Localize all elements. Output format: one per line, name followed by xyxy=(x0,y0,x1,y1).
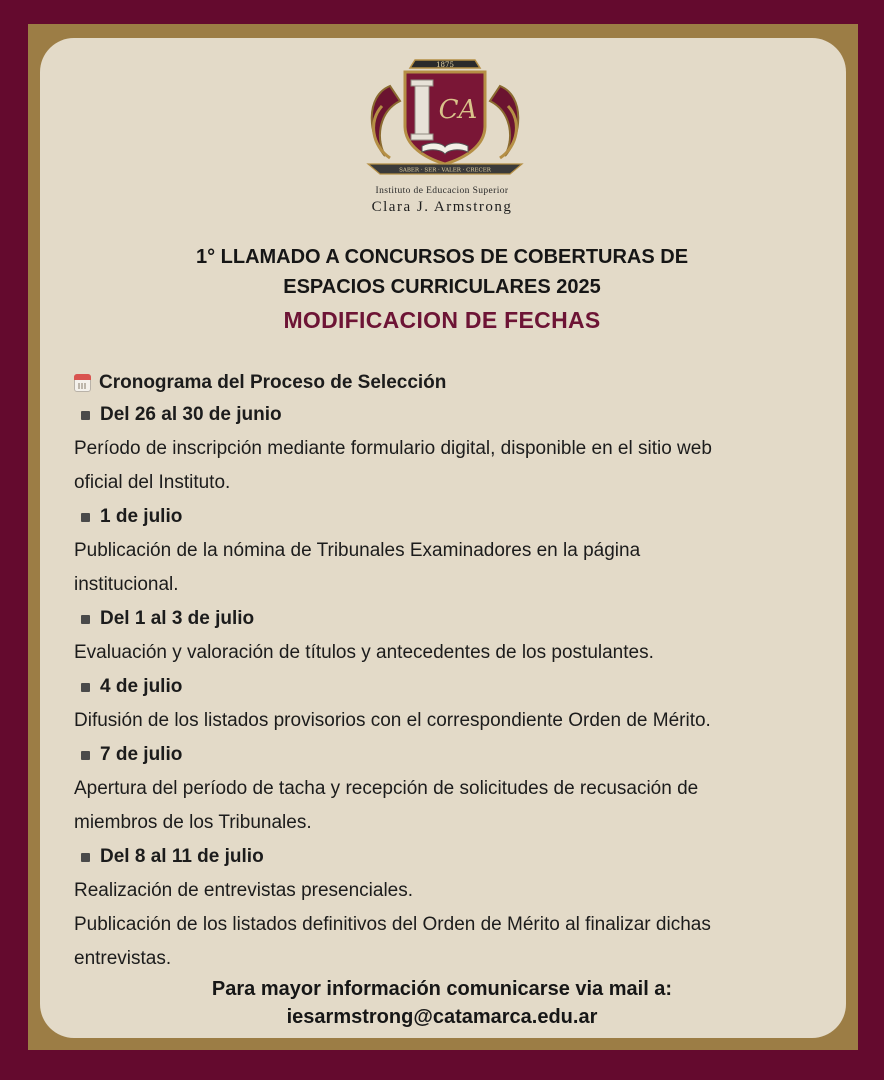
institute-crest-logo xyxy=(360,46,530,186)
schedule-item-date: Del 8 al 11 de julio xyxy=(74,840,814,874)
schedule-section xyxy=(74,368,814,976)
schedule-item-description: Publicación de la nómina de Tribunales Examinadores en la página institucional. xyxy=(74,540,641,595)
institute-name-line1: Instituto de Educacion Superior xyxy=(375,186,509,196)
crest-motto: SABER · SER · VALER · CRECER xyxy=(399,167,491,174)
schedule-item-description: Período de inscripción mediante formulario digital, disponible en el sitio web oficial del Instituto. xyxy=(74,438,712,493)
footer-info-text: Para mayor información comunicarse via mail a: xyxy=(211,978,673,1000)
schedule-item-date: 1 de julio xyxy=(74,500,814,534)
title-line2: ESPACIOS CURRICULARES 2025 xyxy=(283,276,601,298)
subtitle-modificacion: MODIFICACION DE FECHAS xyxy=(283,307,601,333)
schedule-item-description: Apertura del período de tacha y recepción de solicitudes de recusación de miembros de los Tribunales. xyxy=(74,778,699,833)
schedule-item-date: Del 26 al 30 de junio xyxy=(74,398,814,432)
square-bullet-icon xyxy=(81,751,90,760)
square-bullet-icon xyxy=(81,683,90,692)
calendar-icon xyxy=(74,374,91,392)
schedule-heading-row xyxy=(74,368,814,398)
square-bullet-icon xyxy=(81,513,90,522)
contact-email[interactable]: iesarmstrong@catamarca.edu.ar xyxy=(286,1006,598,1028)
crest-initials: CA xyxy=(438,95,478,125)
square-bullet-icon xyxy=(81,615,90,624)
schedule-item-date: 4 de julio xyxy=(74,670,814,704)
square-bullet-icon xyxy=(81,853,90,862)
crest-year: 1875 xyxy=(436,61,454,69)
schedule-heading: Cronograma del Proceso de Selección xyxy=(99,372,447,393)
institute-name-line2: Clara J. Armstrong xyxy=(371,199,513,215)
title-line1: 1° LLAMADO A CONCURSOS DE COBERTURAS DE xyxy=(195,246,689,268)
schedule-item-description: Evaluación y valoración de títulos y antecedentes de los postulantes. xyxy=(74,642,654,663)
schedule-item-description: Difusión de los listados provisorios con el correspondiente Orden de Mérito. xyxy=(74,710,711,731)
schedule-item-description: Realización de entrevistas presenciales. Publicación de los listados definitivos del Orden de Mérito al finalizar dichas entrevistas. xyxy=(74,880,711,969)
schedule-item-date: Del 1 al 3 de julio xyxy=(74,602,814,636)
schedule-item-date: 7 de julio xyxy=(74,738,814,772)
square-bullet-icon xyxy=(81,411,90,420)
